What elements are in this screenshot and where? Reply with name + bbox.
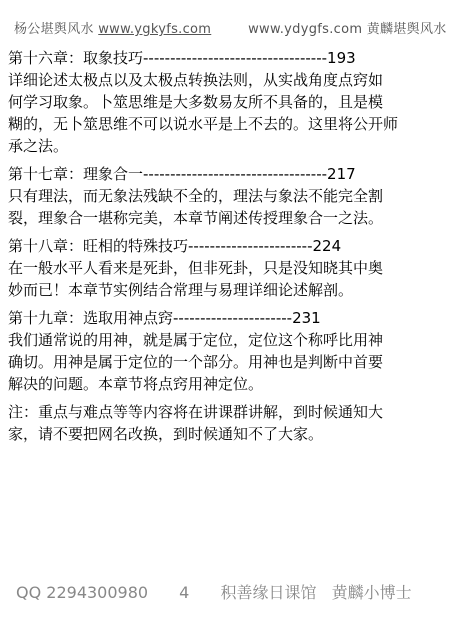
note-line: 注：重点与难点等等内容将在讲课群讲解，到时候通知大 bbox=[8, 403, 384, 421]
note-block bbox=[8, 401, 448, 445]
chapter-text-line: 裂，理象合一堪称完美，本章节阐述传授理象合一之法。 bbox=[8, 209, 384, 227]
chapter-text-line: 解决的问题。本章节将点窍用神定位。 bbox=[8, 375, 264, 393]
chapter-text-line: 我们通常说的用神，就是属于定位，定位这个称呼比用神 bbox=[8, 331, 384, 349]
page-footer bbox=[16, 580, 438, 603]
header-right-title: 黄麟堪舆风水 bbox=[366, 22, 447, 37]
chapter-18 bbox=[8, 235, 448, 301]
chapter-16 bbox=[8, 47, 448, 157]
header-url-1[interactable]: www.ygkyfs.com bbox=[98, 22, 212, 37]
chapter-text-line: 只有理法，而无象法残缺不全的，理法与象法不能完全割 bbox=[8, 187, 384, 205]
chapter-heading: 第十七章：理象合一----------------------------------217 bbox=[8, 165, 356, 183]
chapter-heading: 第十九章：选取用神点窍----------------------231 bbox=[8, 309, 321, 327]
chapter-text-line: 承之法。 bbox=[8, 137, 69, 155]
page-number: 4 bbox=[179, 583, 190, 602]
footer-brand: 积善缘日课馆 bbox=[220, 583, 317, 602]
footer-qq: QQ 2294300980 bbox=[16, 583, 149, 602]
page-header bbox=[14, 18, 447, 37]
chapter-text-line: 在一般水平人看来是死卦，但非死卦，只是没知晓其中奥 bbox=[8, 259, 384, 277]
chapter-text-line: 确切。用神是属于定位的一个部分。用神也是判断中首要 bbox=[8, 353, 384, 371]
chapter-17 bbox=[8, 163, 448, 229]
header-left-title: 杨公堪舆风水 bbox=[14, 22, 94, 37]
chapter-text-line: 糊的，无卜筮思维不可以说水平是上不去的。这里将公开师 bbox=[8, 115, 399, 133]
footer-author: 黄麟小博士 bbox=[331, 583, 412, 602]
note-line: 家，请不要把网名改换，到时候通知不了大家。 bbox=[8, 425, 324, 443]
chapter-text-line: 何学习取象。卜筮思维是大多数易友所不具备的，且是模 bbox=[8, 93, 384, 111]
chapter-text-line: 详细论述太极点以及太极点转换法则，从实战角度点窍如 bbox=[8, 71, 384, 89]
chapter-heading: 第十六章：取象技巧----------------------------------193 bbox=[8, 49, 356, 67]
header-url-2[interactable]: www.ydygfs.com bbox=[248, 22, 363, 37]
page-body bbox=[8, 47, 448, 445]
chapter-19 bbox=[8, 307, 448, 395]
chapter-heading: 第十八章：旺相的特殊技巧-----------------------224 bbox=[8, 237, 342, 255]
chapter-text-line: 妙而已！本章节实例结合常理与易理详细论述解剖。 bbox=[8, 281, 354, 299]
